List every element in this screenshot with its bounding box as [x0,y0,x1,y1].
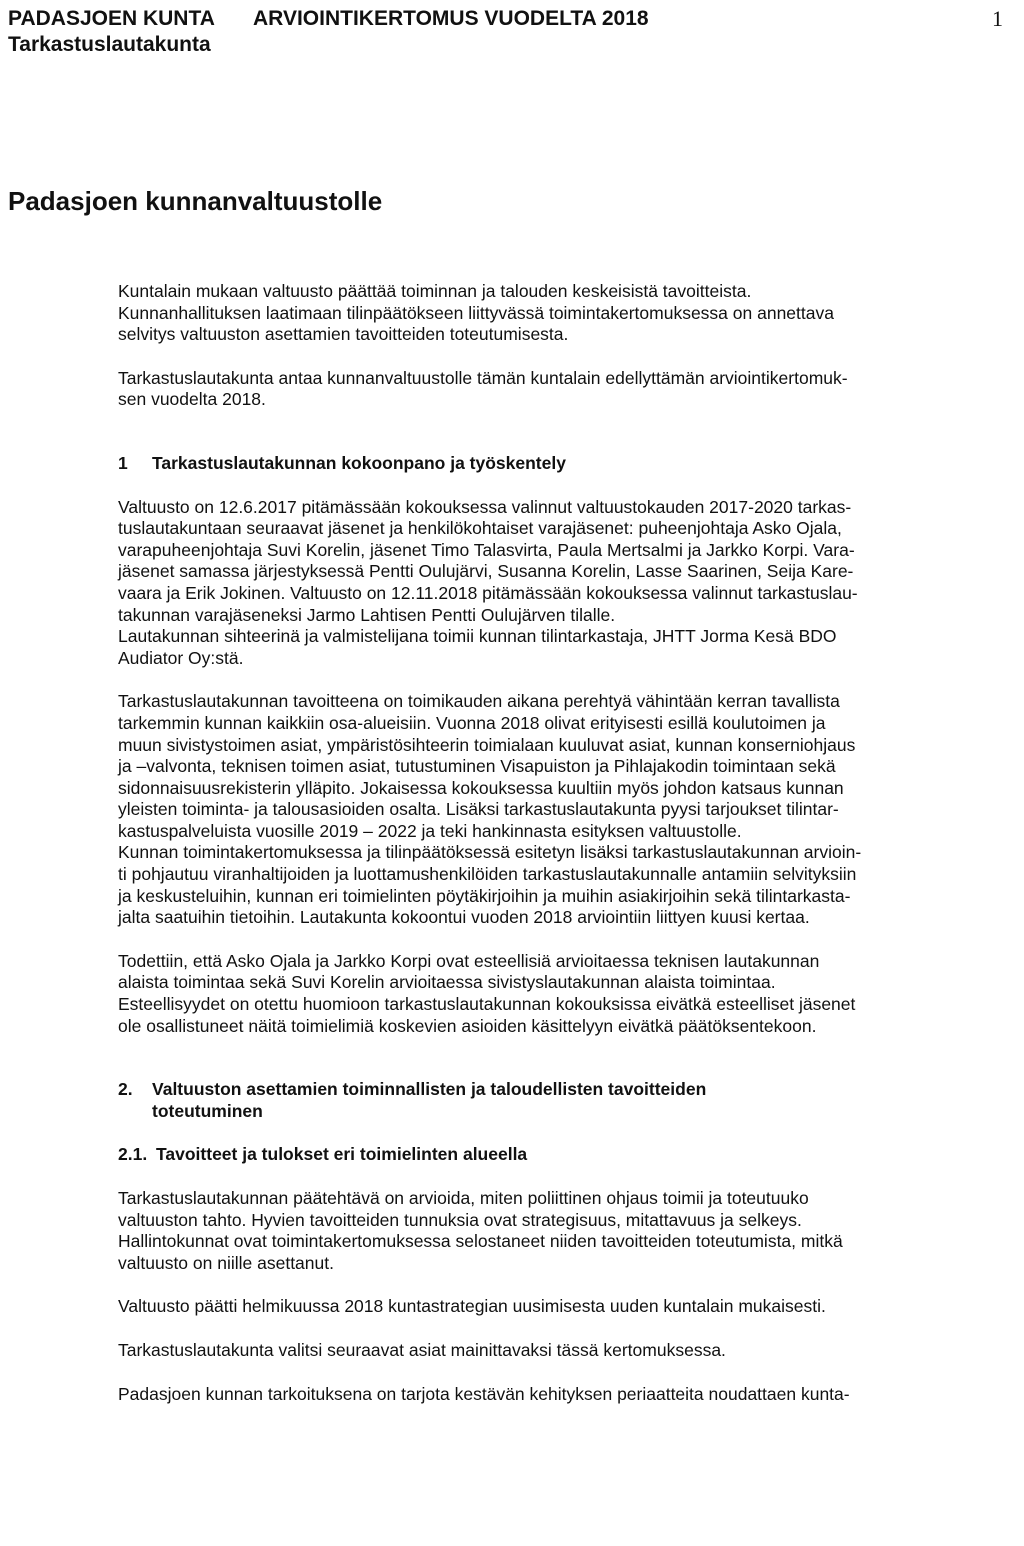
section-2-1-paragraph-3: Tarkastuslautakunta valitsi seuraavat asiat mainittavaksi tässä kertomuksessa. [118,1339,726,1360]
header-document-title: ARVIOINTIKERTOMUS VUODELTA 2018 [253,7,649,30]
intro-paragraph-1: Kuntalain mukaan valtuusto päättää toiminnan ja talouden keskeisistä tavoitteista. Kunnanhallituksen laatimaan tilinpäätökseen liittyvässä toimintakertomuksessa on annettava selvitys valtuuston asettamien tavoitteiden toteutumisesta. [118,281,834,345]
section-1-paragraph-2: Tarkastuslautakunnan tavoitteena on toimikauden aikana perehtyä vähintään kerran tavallista tarkemmin kunnan kaikkiin osa-alueisiin. Vuonna 2018 olivat erityisesti esillä koulutoimen ja muun sivistystoimen asiat, ympäristösihteerin toimialaan kuuluvat asiat, kunnan konserniohjaus ja –valvonta, teknisen toimen asiat, tutustuminen Visapuiston ja Pihlajakodin toimintaan sekä sidonnaisuusrekisterin ylläpito. Jokaisessa kokouksessa kuultiin myös johdon katsaus kunnan yleisten toiminta- ja talousasioiden osalta. Lisäksi tarkastuslautakunta pyysi tarjoukset tilintar- kastuspalveluista vuosille 2019 – 2022 ja teki hankinnasta esityksen valtuustolle. Kunnan toimintakertomuksessa ja tilinpäätöksessä esitetyn lisäksi tarkastuslautakunnan arvioin- ti pohjautuu viranhaltijoiden ja luottamushenkilöiden tarkastuslautakunnalle antamiin selvityksiin ja keskusteluihin, kunnan eri toimielinten pöytäkirjoihin ja muihin asiakirjoihin sekä tilintarkasta- jalta saatuihin tietoihin. Lautakunta kokoontui vuoden 2018 arviointiin liittyen kuusi kertaa. [118,691,862,928]
section-1-heading: 1 Tarkastuslautakunnan kokoonpano ja työskentely [118,452,566,473]
section-1-paragraph-3: Todettiin, että Asko Ojala ja Jarkko Korpi ovat esteellisiä arvioitaessa teknisen lautakunnan alaista toimintaa sekä Suvi Korelin arvioitaessa sivistyslautakunnan alaista toimintaa. Esteellisyydet on otettu huomioon tarkastuslautakunnan kokouksissa eivätkä esteelliset jäsenet ole osallistuneet näitä toimielimiä koskevien asioiden käsittelyyn eivätkä päätöksentekoon. [118,950,856,1036]
section-2-1-paragraph-1: Tarkastuslautakunnan päätehtävä on arvioida, miten poliittinen ohjaus toimii ja toteutuuko valtuuston tahto. Hyvien tavoitteiden tunnuksia ovat strategisuus, mitattavuus ja selkeys. Hallintokunnat ovat toimintakertomuksessa selostaneet niiden tavoitteiden toteutumista, mitkä valtuusto on niille asettanut. [118,1188,843,1273]
section-1-paragraph-1: Valtuusto on 12.6.2017 pitämässään kokouksessa valinnut valtuustokauden 2017-2020 tarkas- tuslautakuntaan seuraavat jäsenet ja henkilökohtaiset varajäsenet: puheenjohtaja Asko Ojala, varapuheenjohtaja Suvi Korelin, jäsenet Timo Talasvirta, Paula Mertsalmi ja Jarkko Korpi. Vara- jäsenet samassa järjestyksessä Pentti Oulujärvi, Susanna Korelin, Lasse Saarinen, Seija Kare- vaara ja Erik Jokinen. Valtuusto on 12.11.2018 pitämässään kokouksessa valinnut tarkastuslau- takunnan varajäseneksi Jarmo Lahtisen Pentti Oulujärven tilalle. Lautakunnan sihteerinä ja valmistelijana toimii kunnan tilintarkastaja, JHTT Jorma Kesä BDO Audiator Oy:stä. [118,496,858,668]
header-board: Tarkastuslautakunta [8,33,211,56]
section-2-heading: 2. Valtuuston asettamien toiminnallisten ja taloudellisten tavoitteiden toteutuminen [118,1079,707,1121]
section-2-1-paragraph-2: Valtuusto päätti helmikuussa 2018 kuntastrategian uusimisesta uuden kuntalain mukaisesti. [118,1296,826,1317]
section-2-1-heading: 2.1. Tavoitteet ja tulokset eri toimielinten alueella [118,1144,528,1165]
page-title: Padasjoen kunnanvaltuustolle [8,186,383,216]
section-2-1-paragraph-4: Padasjoen kunnan tarkoituksena on tarjota kestävän kehityksen periaatteita noudattaen kunta- [118,1383,850,1404]
document-body [118,281,998,1405]
intro-paragraph-2: Tarkastuslautakunta antaa kunnanvaltuustolle tämän kuntalain edellyttämän arviointikertomuk- sen vuodelta 2018. [118,367,848,410]
page-number: 1 [992,6,1003,31]
header-organization: PADASJOEN KUNTA [8,7,215,30]
